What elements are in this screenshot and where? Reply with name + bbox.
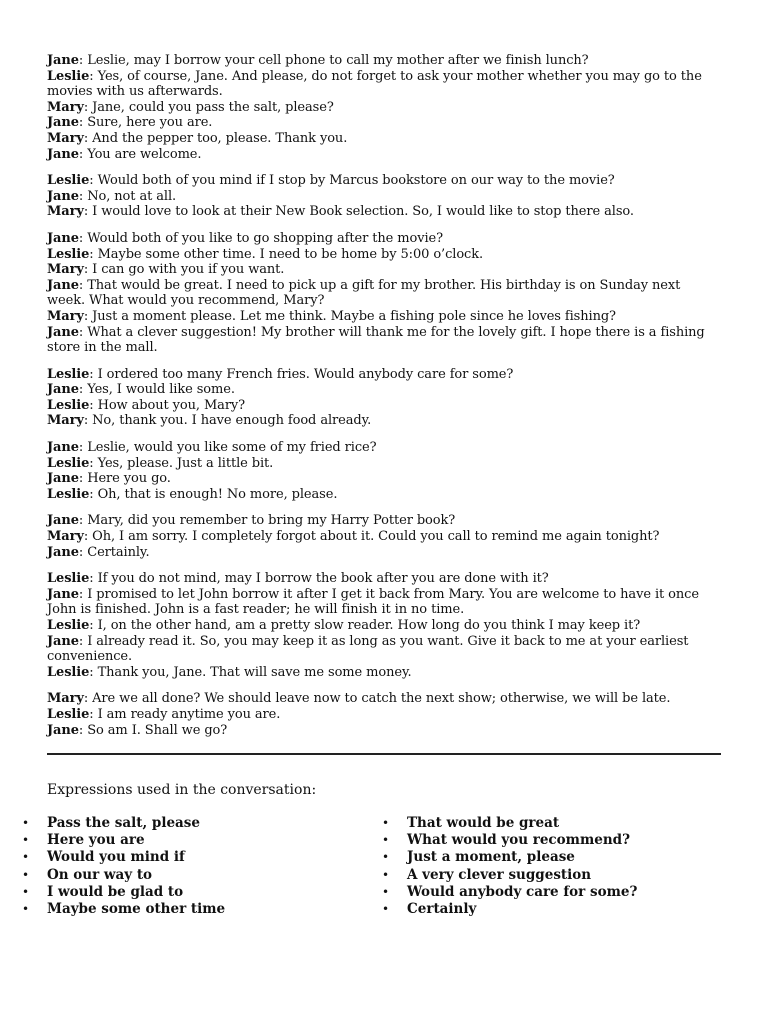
bullet-icon: • (22, 833, 30, 848)
speaker-name: Jane (47, 722, 79, 738)
dialogue-text: : Would both of you like to go shopping after the movie? (78, 230, 443, 246)
dialogue-block (47, 367, 721, 429)
dialogue-text: : Yes, I would like some. (78, 382, 235, 398)
dialogue-line (47, 634, 721, 665)
dialogue-line (47, 456, 721, 472)
dialogue-line (47, 571, 721, 587)
speaker-name: Mary (47, 308, 84, 324)
dialogue-line (47, 131, 721, 147)
expressions-list-left (20, 815, 225, 918)
dialogue-line (47, 382, 721, 398)
expression-item (20, 901, 225, 918)
expression-item (20, 884, 225, 901)
expression-text: Maybe some other time (47, 901, 226, 918)
speaker-name: Leslie (47, 571, 90, 587)
expression-text: Just a moment, please (407, 849, 575, 866)
bullet-icon: • (382, 884, 390, 899)
dialogue-text: : Just a moment please. Let me think. Maybe a fishing pole since he loves fishing? (83, 308, 616, 324)
speaker-name: Mary (47, 262, 84, 278)
dialogue-text: : Thank you, Jane. That will save me some money. (89, 664, 412, 680)
dialogue-line (47, 147, 721, 163)
dialogue-text: : I, on the other hand, am a pretty slow reader. How long do you think I may keep it? (89, 618, 641, 633)
expression-item (380, 884, 637, 901)
speaker-name: Leslie (47, 664, 90, 680)
expression-text: Here you are (47, 832, 145, 849)
expression-item (380, 867, 637, 884)
dialogue-text: : If you do not mind, may I borrow the book after you are done with it? (89, 571, 549, 587)
dialogue-line (47, 53, 721, 69)
bullet-icon: • (382, 867, 390, 882)
dialogue-text: : I am ready anytime you are. (89, 706, 281, 722)
dialogue-line (47, 367, 721, 383)
dialogue-line (47, 262, 721, 278)
speaker-name: Jane (47, 440, 79, 456)
dialogue-text: : That would be great. I need to pick up a gift for my brother. His birthday is on Sunday next week. What would you recommend, Mary? (47, 277, 681, 309)
dialogue-text: : And the pepper too, please. Thank you. (83, 130, 348, 146)
expression-item (380, 849, 637, 866)
dialogue-text: : Here you go. (78, 471, 171, 487)
dialogue-text: : Leslie, may I borrow your cell phone to call my mother after we finish lunch? (78, 53, 589, 68)
bullet-icon: • (22, 867, 30, 882)
speaker-name: Jane (47, 230, 79, 246)
expression-item (20, 867, 225, 884)
dialogue-text: : I can go with you if you want. (83, 262, 285, 278)
expression-text: Would anybody care for some? (407, 883, 638, 900)
expression-item (20, 832, 225, 849)
dialogue-block (47, 53, 721, 162)
expression-item (20, 849, 225, 866)
dialogue-block (47, 231, 721, 356)
dialogue-text: : How about you, Mary? (89, 397, 246, 413)
speaker-name: Jane (47, 146, 79, 162)
speaker-name: Mary (47, 204, 84, 220)
speaker-name: Jane (47, 586, 79, 602)
expression-item (380, 832, 637, 849)
speaker-name: Jane (47, 513, 79, 529)
dialogue-text: : Are we all done? We should leave now to catch the next show; otherwise, we will be late. (83, 691, 671, 707)
speaker-name: Jane (47, 188, 79, 204)
dialogue-line (47, 325, 721, 356)
dialogue-text: : No, thank you. I have enough food already. (83, 413, 372, 429)
speaker-name: Leslie (47, 246, 90, 262)
dialogue-text: : Would both of you mind if I stop by Marcus bookstore on our way to the movie? (89, 173, 615, 189)
expression-text: I would be glad to (47, 883, 184, 900)
speaker-name: Mary (47, 529, 84, 545)
dialogue-line (47, 204, 721, 220)
bullet-icon: • (382, 902, 390, 917)
bullet-icon: • (382, 833, 390, 848)
dialogue-line (47, 487, 721, 503)
speaker-name: Jane (47, 633, 79, 649)
bullet-icon: • (22, 850, 30, 865)
expression-text: Certainly (407, 901, 477, 918)
dialogue-section (47, 53, 721, 749)
dialogue-block (47, 173, 721, 220)
speaker-name: Jane (47, 544, 79, 560)
dialogue-text: : Yes, please. Just a little bit. (89, 455, 274, 471)
speaker-name: Leslie (47, 618, 90, 633)
bullet-icon: • (22, 902, 30, 917)
dialogue-text: : Oh, I am sorry. I completely forgot about it. Could you call to remind me again tonight? (83, 529, 660, 545)
dialogue-line (47, 247, 721, 263)
speaker-name: Leslie (47, 366, 90, 382)
dialogue-text: : Maybe some other time. I need to be home by 5:00 o’clock. (89, 246, 484, 262)
dialogue-line (47, 440, 721, 456)
dialogue-line (47, 189, 721, 205)
dialogue-text: : What a clever suggestion! My brother will thank me for the lovely gift. I hope there is a fishing store in the mall. (47, 324, 705, 356)
speaker-name: Jane (47, 471, 79, 487)
speaker-name: Leslie (47, 173, 90, 189)
dialogue-text: : Mary, did you remember to bring my Harry Potter book? (78, 513, 456, 529)
speaker-name: Jane (47, 277, 79, 293)
speaker-name: Leslie (47, 397, 90, 413)
dialogue-line (47, 707, 721, 723)
expression-item (20, 815, 225, 832)
expression-text: That would be great (407, 815, 560, 831)
dialogue-text: : Jane, could you pass the salt, please? (83, 99, 334, 115)
dialogue-line (47, 69, 721, 100)
dialogue-line (47, 471, 721, 487)
dialogue-line (47, 665, 721, 681)
speaker-name: Jane (47, 53, 79, 68)
dialogue-block (47, 513, 721, 560)
dialogue-line (47, 513, 721, 529)
dialogue-text: : I promised to let John borrow it after I get it back from Mary. You are welcome to have it once John is finished. John is a fast reader; he will finish it in no time. (47, 586, 699, 618)
dialogue-line (47, 723, 721, 739)
bullet-icon: • (382, 850, 390, 865)
dialogue-line (47, 545, 721, 561)
dialogue-text: : Oh, that is enough! No more, please. (89, 486, 338, 502)
speaker-name: Leslie (47, 455, 90, 471)
speaker-name: Mary (47, 130, 84, 146)
dialogue-line (47, 173, 721, 189)
expression-text: Pass the salt, please (47, 815, 200, 831)
speaker-name: Leslie (47, 68, 90, 84)
dialogue-line (47, 413, 721, 429)
dialogue-line (47, 231, 721, 247)
dialogue-line (47, 398, 721, 414)
dialogue-line (47, 587, 721, 618)
expression-item (380, 815, 637, 832)
expression-text: On our way to (47, 866, 153, 883)
dialogue-text: : So am I. Shall we go? (78, 722, 228, 738)
speaker-name: Mary (47, 691, 84, 707)
dialogue-line (47, 529, 721, 545)
expression-text: Would you mind if (47, 849, 185, 866)
expression-text: A very clever suggestion (407, 866, 592, 883)
dialogue-text: : Sure, here you are. (78, 115, 213, 131)
dialogue-block (47, 440, 721, 502)
expressions-list-right (380, 815, 637, 918)
speaker-name: Jane (47, 324, 79, 340)
dialogue-line (47, 100, 721, 116)
dialogue-text: : No, not at all. (78, 188, 177, 204)
dialogue-line (47, 691, 721, 707)
bullet-icon: • (22, 884, 30, 899)
expression-item (380, 901, 637, 918)
bullet-icon: • (22, 816, 30, 830)
dialogue-text: : Yes, of course, Jane. And please, do not forget to ask your mother whether you may go to the movies with us afterwards. (47, 68, 702, 100)
dialogue-line (47, 309, 721, 325)
dialogue-text: : I already read it. So, you may keep it as long as you want. Give it back to me at your earliest convenience. (47, 633, 689, 665)
dialogue-text: : You are welcome. (78, 146, 202, 162)
dialogue-block (47, 691, 721, 738)
dialogue-text: : Certainly. (78, 544, 150, 560)
dialogue-line (47, 115, 721, 131)
bullet-icon: • (382, 816, 390, 830)
dialogue-line (47, 618, 721, 634)
expressions-title: Expressions used in the conversation: (47, 782, 317, 798)
section-divider (47, 753, 721, 755)
speaker-name: Mary (47, 99, 84, 115)
speaker-name: Jane (47, 382, 79, 398)
speaker-name: Leslie (47, 706, 90, 722)
expression-text: What would you recommend? (407, 832, 630, 849)
dialogue-text: : I would love to look at their New Book selection. So, I would like to stop there also. (83, 204, 634, 220)
speaker-name: Jane (47, 115, 79, 131)
speaker-name: Leslie (47, 486, 90, 502)
dialogue-text: : I ordered too many French fries. Would anybody care for some? (89, 366, 514, 382)
dialogue-text: : Leslie, would you like some of my fried rice? (78, 440, 377, 456)
speaker-name: Mary (47, 413, 84, 429)
dialogue-line (47, 278, 721, 309)
dialogue-block (47, 571, 721, 680)
